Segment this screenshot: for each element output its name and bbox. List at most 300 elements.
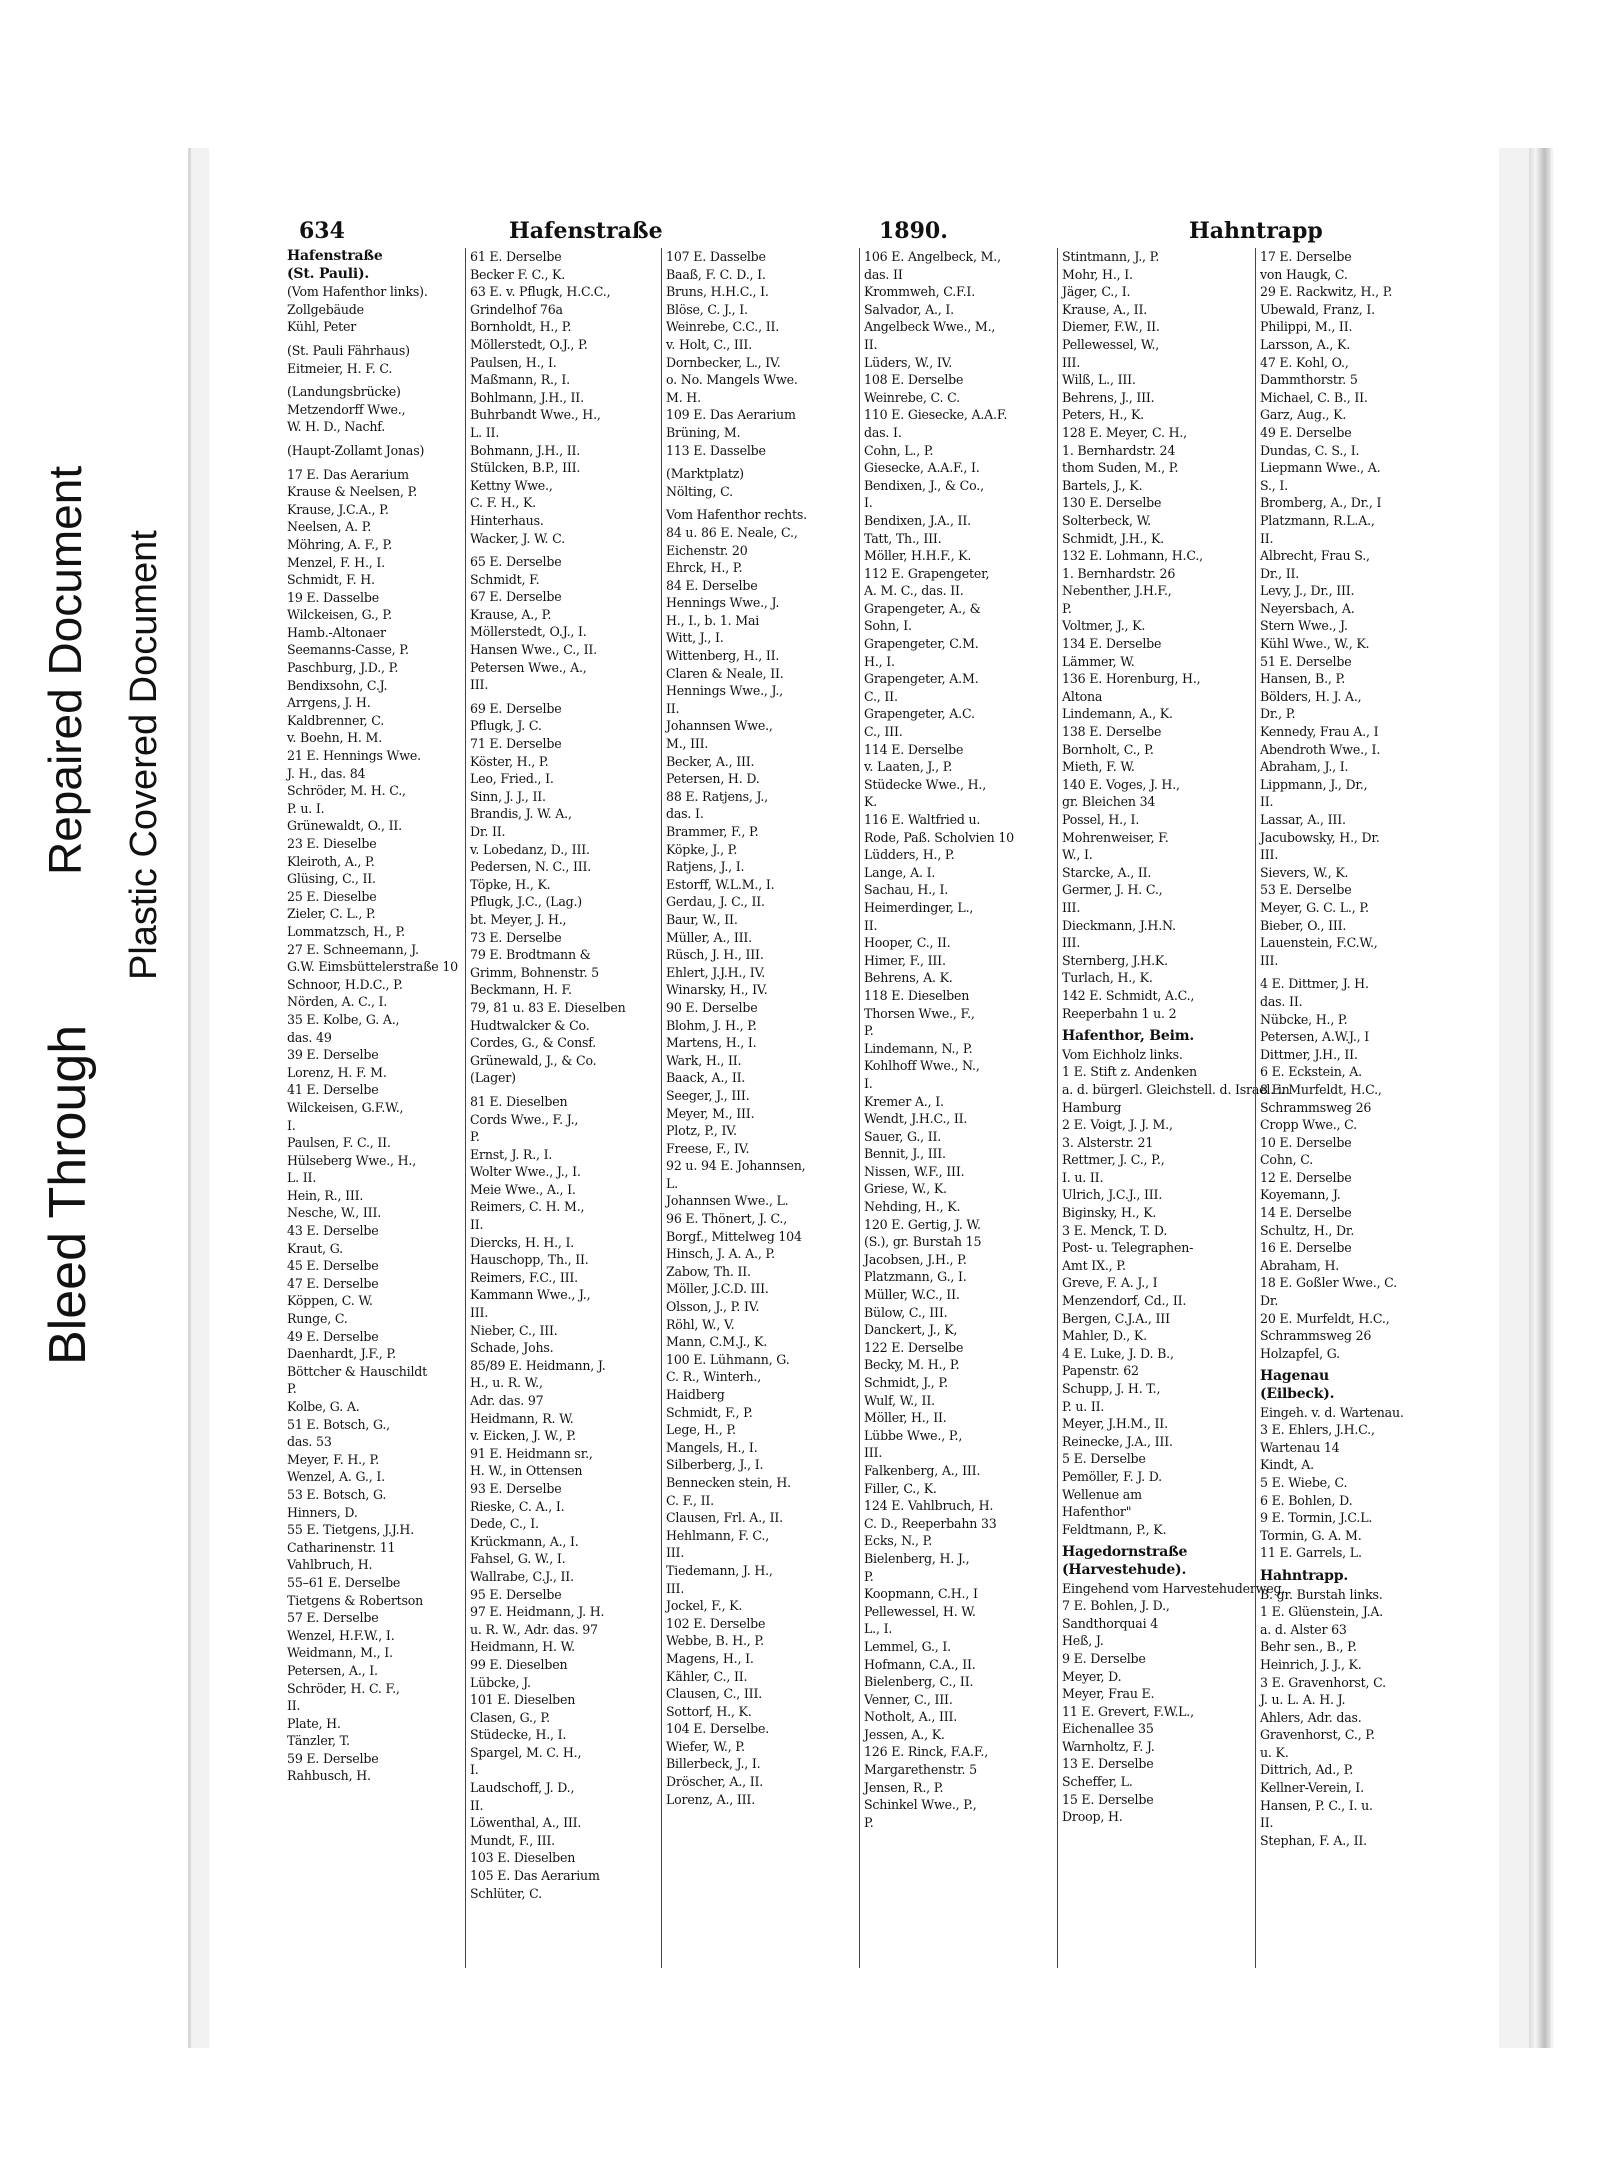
directory-entry-line: Hennings Wwe., J. — [666, 595, 780, 611]
directory-entry-line: 41 E. Derselbe — [287, 1082, 379, 1098]
directory-entry-line: Grapengeter, C.M. — [864, 636, 979, 652]
directory-entry-line: II. — [1260, 1815, 1274, 1831]
directory-entry-line: Altona — [1062, 688, 1103, 704]
directory-entry-line: Cropp Wwe., C. — [1260, 1117, 1357, 1133]
directory-entry-line: Menzendorf, Cd., II. — [1062, 1293, 1187, 1309]
directory-entry-line: M. H. — [666, 389, 701, 405]
directory-entry-line: u. K. — [1260, 1744, 1289, 1760]
directory-entry-line: Kohlhoff Wwe., N., — [864, 1058, 980, 1074]
directory-entry-line: Hansen, B., P. — [1260, 671, 1346, 687]
directory-entry-line: Webbe, B. H., P. — [666, 1633, 764, 1649]
directory-entry-line: 91 E. Heidmann sr., — [470, 1445, 593, 1461]
directory-entry-line: Platzmann, G., I. — [864, 1269, 967, 1285]
directory-entry-line: a. d. bürgerl. Gleichstell. d. Israel. in — [1062, 1081, 1290, 1097]
directory-entry-line: Glüsing, C., II. — [287, 871, 376, 887]
directory-entry-line: Michael, C. B., II. — [1260, 389, 1368, 405]
directory-entry-line: Lindemann, N., P. — [864, 1040, 973, 1056]
directory-entry-line: Hafenstraße — [287, 248, 383, 264]
directory-entry-line: 67 E. Derselbe — [470, 589, 562, 605]
directory-entry-line: Schmidt, F. H. — [287, 572, 375, 588]
directory-entry-line: Sinn, J. J., II. — [470, 788, 546, 804]
directory-entry-line: 93 E. Derselbe — [470, 1480, 562, 1496]
directory-entry-line: Mieth, F. W. — [1062, 759, 1135, 775]
directory-entry-line: Jockel, F., K. — [666, 1598, 743, 1614]
directory-entry-line: Jacubowsky, H., Dr. — [1260, 829, 1380, 845]
directory-entry-line: Lemmel, G., I. — [864, 1638, 951, 1654]
directory-entry-line: Ernst, J. R., I. — [470, 1146, 553, 1162]
directory-entry-line: Dornbecker, L., IV. — [666, 354, 781, 370]
directory-entry-line: Hinterhaus. — [470, 512, 544, 528]
directory-entry-line: Buhrbandt Wwe., H., — [470, 407, 601, 423]
directory-entry-line: Baack, A., II. — [666, 1070, 746, 1086]
directory-page — [209, 148, 1499, 2048]
directory-entry-line: Clausen, Frl. A., II. — [666, 1510, 783, 1526]
directory-entry-line: Hehlmann, F. C., — [666, 1527, 770, 1543]
directory-entry-line: Bülow, C., III. — [864, 1304, 948, 1320]
directory-entry-line: 1 E. Glüenstein, J.A. — [1260, 1604, 1384, 1620]
directory-entry-line: Nörden, A. C., I. — [287, 994, 388, 1010]
directory-entry-line: 71 E. Derselbe — [470, 736, 562, 752]
directory-entry-line: Möller, H., II. — [864, 1410, 947, 1426]
directory-entry-line: Garz, Aug., K. — [1260, 407, 1347, 423]
directory-column-4 — [859, 248, 1057, 1968]
directory-entry-line: Stern Wwe., J. — [1260, 618, 1348, 634]
directory-entry-line: 120 E. Gertig, J. W. — [864, 1216, 981, 1232]
directory-entry-line: Kaldbrenner, C. — [287, 712, 385, 728]
directory-entry-line: Mundt, F., III. — [470, 1832, 555, 1848]
directory-entry-line: 101 E. Dieselben — [470, 1692, 576, 1708]
directory-entry-line: C. F. H., K. — [470, 495, 536, 511]
directory-entry-line: Böttcher & Hauschildt — [287, 1363, 428, 1379]
directory-entry-line: 4 E. Dittmer, J. H. — [1260, 976, 1369, 992]
directory-entry-line: von Haugk, C. — [1260, 266, 1348, 282]
directory-entry-line: Venner, C., III. — [864, 1691, 953, 1707]
year: 1890. — [879, 218, 948, 244]
directory-entry-line: Grapengeter, A.C. — [864, 706, 975, 722]
directory-entry-line: Hamb.-Altonaer — [287, 624, 386, 640]
directory-entry-line: 100 E. Lühmann, G. — [666, 1351, 790, 1367]
directory-entry-line: L. — [666, 1175, 678, 1191]
directory-entry-line: 136 E. Horenburg, H., — [1062, 671, 1201, 687]
directory-entry-line: Sternberg, J.H.K. — [1062, 952, 1168, 968]
directory-entry-line: Töpke, H., K. — [470, 876, 551, 892]
directory-entry-line: Adr. das. 97 — [470, 1393, 544, 1408]
directory-entry-line: Möhring, A. F., P. — [287, 536, 393, 552]
directory-entry-line: L. II. — [287, 1170, 317, 1186]
directory-entry-line: J. u. L. A. H. J. — [1260, 1692, 1346, 1708]
directory-entry-line: Pellewessel, W., — [1062, 336, 1160, 352]
right-running-title: Hahntrapp — [1189, 218, 1323, 244]
directory-entry-line: 29 E. Rackwitz, H., P. — [1260, 284, 1393, 300]
directory-entry-line: Stüdecke Wwe., H., — [864, 776, 987, 792]
directory-entry-line: 59 E. Derselbe — [287, 1750, 379, 1766]
directory-entry-line: Cohn, C. — [1260, 1152, 1314, 1168]
directory-entry-line: Becker F. C., K. — [470, 266, 566, 282]
directory-entry-line: Ahlers, Adr. das. — [1260, 1709, 1362, 1725]
directory-entry-line: Olsson, J., P. IV. — [666, 1299, 760, 1315]
directory-entry-line: v. Lobedanz, D., III. — [470, 841, 590, 857]
directory-entry-line: P. — [1062, 600, 1072, 616]
directory-entry-line: 3. Alsterstr. 21 — [1062, 1134, 1154, 1150]
directory-entry-line: gr. Bleichen 34 — [1062, 794, 1156, 810]
directory-entry-line: Haidberg — [666, 1387, 725, 1402]
directory-entry-line: 10 E. Derselbe — [1260, 1134, 1352, 1150]
directory-entry-line: Stephan, F. A., II. — [1260, 1832, 1367, 1848]
directory-entry-line: 107 E. Dasselbe — [666, 249, 766, 264]
directory-entry-line: Brandis, J. W. A., — [470, 806, 572, 822]
directory-entry-line: Voltmer, J., K. — [1062, 618, 1146, 634]
directory-entry-line: Meyer, G. C. L., P. — [1260, 899, 1369, 915]
directory-entry-line: I. — [864, 1075, 873, 1091]
directory-entry-line: Philippi, M., II. — [1260, 319, 1353, 335]
directory-entry-line: 97 E. Heidmann, J. H. — [470, 1604, 605, 1620]
directory-entry-line: Wolter Wwe., J., I. — [470, 1164, 581, 1180]
directory-entry-line: 21 E. Hennings Wwe. — [287, 748, 421, 764]
directory-entry-line: Bornholt, C., P. — [1062, 741, 1154, 757]
directory-entry-line: Jacobsen, J.H., P. — [864, 1251, 967, 1267]
directory-entry-line: 57 E. Derselbe — [287, 1610, 379, 1626]
directory-entry-line: Larsson, A., K. — [1260, 336, 1351, 352]
directory-entry-line: Lindemann, A., K. — [1062, 706, 1173, 722]
directory-entry-line: Winarsky, H., IV. — [666, 982, 768, 998]
directory-entry-line: C., II. — [864, 688, 898, 704]
directory-entry-line: P. — [470, 1129, 480, 1145]
directory-entry-line: 3 E. Gravenhorst, C. — [1260, 1674, 1386, 1690]
directory-entry-line: Liepmann Wwe., A. — [1260, 460, 1381, 476]
directory-entry-line: Wallrabe, C.J., II. — [470, 1568, 574, 1584]
directory-entry-line: Schröder, H. C. F., — [287, 1680, 400, 1696]
directory-entry-line: M., III. — [666, 736, 709, 752]
directory-entry-line: II. — [1260, 794, 1274, 810]
directory-entry-line: 12 E. Derselbe — [1260, 1169, 1352, 1185]
directory-entry-line: v. Boehn, H. M. — [287, 730, 383, 746]
directory-entry-line: Salvador, A., I. — [864, 301, 954, 317]
directory-entry-line: Brüning, M. — [666, 424, 741, 440]
directory-entry-line: Köpke, J., P. — [666, 841, 738, 857]
directory-entry-line: 138 E. Derselbe — [1062, 724, 1162, 740]
directory-entry-line: Reeperbahn 1 u. 2 — [1062, 1005, 1177, 1021]
directory-entry-line: (St. Pauli Fährhaus) — [287, 342, 410, 358]
directory-entry-line: Hülseberg Wwe., H., — [287, 1152, 417, 1168]
directory-entry-line: Clasen, G., P. — [470, 1709, 550, 1725]
directory-entry-line: Diercks, H. H., I. — [470, 1234, 575, 1250]
directory-entry-line: P. — [864, 1814, 874, 1830]
directory-entry-line: Hansen, P. C., I. u. — [1260, 1797, 1373, 1813]
directory-entry-line: Freese, F., IV. — [666, 1140, 750, 1156]
directory-entry-line: Heß, J. — [1062, 1633, 1104, 1649]
directory-entry-line: Krause, A., P. — [470, 606, 552, 622]
directory-entry-line: Bielenberg, H. J., — [864, 1550, 970, 1566]
directory-entry-line: 49 E. Derselbe — [287, 1328, 379, 1344]
directory-entry-line: 3 E. Menck, T. D. — [1062, 1222, 1168, 1238]
directory-column-1 — [287, 248, 465, 1968]
directory-entry-line: Schrammsweg 26 — [1260, 1328, 1372, 1344]
directory-entry-line: 13 E. Derselbe — [1062, 1756, 1154, 1772]
directory-entry-line: 96 E. Thönert, J. C., — [666, 1211, 788, 1227]
directory-entry-line: 128 E. Meyer, C. H., — [1062, 424, 1187, 440]
directory-entry-line: das. II. — [1260, 993, 1303, 1009]
directory-entry-line: Wiefer, W., P. — [666, 1738, 745, 1754]
directory-entry-line: Möller, H.H.F., K. — [864, 548, 972, 564]
directory-entry-line: 122 E. Derselbe — [864, 1339, 964, 1355]
directory-entry-line: (Landungsbrücke) — [287, 384, 401, 400]
directory-entry-line: Grindelhof 76a — [470, 301, 563, 317]
directory-entry-line: Eingeh. v. d. Wartenau. — [1260, 1404, 1404, 1420]
directory-entry-line: Dr. — [1260, 1293, 1279, 1309]
directory-entry-line: Runge, C. — [287, 1311, 348, 1327]
directory-entry-line: Johannsen Wwe., — [666, 718, 773, 734]
directory-entry-line: das. I. — [864, 424, 902, 440]
directory-entry-line: Bruns, H.H.C., I. — [666, 284, 769, 300]
directory-entry-line: das. II — [864, 266, 903, 282]
directory-entry-line: Hofmann, C.A., II. — [864, 1656, 976, 1672]
directory-entry-line: Behrens, J., III. — [1062, 389, 1155, 405]
directory-entry-line: 110 E. Giesecke, A.A.F. — [864, 407, 1008, 423]
directory-entry-line: Kettny Wwe., — [470, 477, 553, 493]
directory-entry-line: Löwenthal, A., III. — [470, 1815, 582, 1831]
directory-entry-line: 84 u. 86 E. Neale, C., — [666, 524, 798, 540]
directory-entry-line: Schmidt, F. — [470, 571, 540, 587]
directory-entry-line: 23 E. Dieselbe — [287, 836, 377, 851]
directory-entry-line: I. — [864, 495, 873, 511]
directory-entry-line: L., I. — [864, 1621, 893, 1637]
directory-entry-line: Witt, J., I. — [666, 630, 724, 646]
directory-entry-line: 47 E. Derselbe — [287, 1275, 379, 1291]
directory-entry-line: G.W. Eimsbüttelerstraße 10 — [287, 959, 458, 975]
directory-entry-line: Lommatzsch, H., P. — [287, 923, 405, 939]
directory-entry-line: Hansen Wwe., C., II. — [470, 642, 597, 658]
directory-entry-line: Meyer, J.H.M., II. — [1062, 1416, 1168, 1432]
directory-entry-line: 20 E. Murfeldt, H.C., — [1260, 1310, 1390, 1326]
directory-entry-line: Wacker, J. W. C. — [470, 530, 565, 546]
directory-entry-line: (Vom Hafenthor links). — [287, 284, 428, 300]
directory-entry-line: Lassar, A., III. — [1260, 812, 1346, 827]
directory-entry-line: 102 E. Derselbe — [666, 1615, 766, 1631]
directory-entry-line: Heinrich, J. J., K. — [1260, 1656, 1362, 1672]
directory-entry-line: Turlach, H., K. — [1062, 970, 1153, 986]
directory-entry-line: (Harvestehude). — [1062, 1561, 1187, 1578]
directory-entry-line: Dröscher, A., II. — [666, 1774, 764, 1790]
directory-entry-line: Meyer, Frau E. — [1062, 1686, 1155, 1702]
directory-entry-line: Abendroth Wwe., I. — [1260, 741, 1381, 757]
directory-entry-line: Kindt, A. — [1260, 1457, 1314, 1473]
directory-entry-line: Kühl Wwe., W., K. — [1260, 636, 1370, 652]
directory-entry-line: Tiedemann, J. H., — [666, 1562, 773, 1578]
directory-entry-line: III. — [864, 1445, 883, 1461]
directory-entry-line: Ubewald, Franz, I. — [1260, 301, 1375, 317]
directory-entry-line: Vom Eichholz links. — [1062, 1046, 1183, 1062]
directory-entry-line: 132 E. Lohmann, H.C., — [1062, 548, 1203, 564]
directory-entry-line: Zieler, C. L., P. — [287, 906, 376, 922]
directory-entry-line: 130 E. Derselbe — [1062, 495, 1162, 511]
directory-entry-line: Kraut, G. — [287, 1240, 343, 1256]
directory-entry-line: Arrgens, J. H. — [287, 695, 371, 711]
directory-entry-line: Behrens, A. K. — [864, 970, 953, 986]
directory-entry-line: 1 E. Stift z. Andenken — [1062, 1064, 1197, 1080]
directory-entry-line: Kähler, C., II. — [666, 1668, 748, 1684]
directory-entry-line: 79 E. Brodtmann & — [470, 947, 591, 963]
directory-column-3 — [661, 248, 859, 1968]
directory-entry-line: Claren & Neale, II. — [666, 665, 784, 681]
directory-entry-line: Rieske, C. A., I. — [470, 1498, 565, 1514]
directory-entry-line: Krommweh, C.F.I. — [864, 284, 975, 300]
directory-entry-line: Abraham, H. — [1260, 1257, 1340, 1273]
directory-entry-line: Mahler, D., K. — [1062, 1328, 1147, 1344]
directory-entry-line: Bennit, J., III. — [864, 1146, 946, 1162]
directory-entry-line: P. — [864, 1568, 874, 1584]
directory-entry-line: das. 49 — [287, 1029, 332, 1045]
directory-entry-line: III. — [470, 677, 489, 693]
directory-entry-line: Reimers, C. H. M., — [470, 1199, 585, 1215]
directory-entry-line: Plate, H. — [287, 1715, 341, 1731]
directory-entry-line: III. — [1062, 899, 1081, 915]
directory-entry-line: Tatt, Th., III. — [864, 530, 942, 546]
directory-entry-line: Leo, Fried., I. — [470, 771, 554, 787]
directory-entry-line: 116 E. Waltfried u. — [864, 812, 981, 827]
directory-entry-line: Neyersbach, A. — [1260, 600, 1355, 616]
directory-entry-line: Feldtmann, P., K. — [1062, 1521, 1167, 1537]
directory-entry-line: Brammer, F., P. — [666, 824, 759, 839]
directory-entry-line: Dittrich, Ad., P. — [1260, 1762, 1354, 1778]
directory-entry-line: Paulsen, H., I. — [470, 354, 557, 370]
directory-entry-line: II. — [864, 336, 878, 352]
directory-entry-line: 108 E. Derselbe — [864, 372, 964, 388]
directory-entry-line: 106 E. Angelbeck, M., — [864, 249, 1001, 264]
directory-entry-line: Hafenthor" — [1062, 1504, 1132, 1520]
directory-entry-line: 51 E. Derselbe — [1260, 653, 1352, 669]
directory-entry-line: Bendixen, J.A., II. — [864, 512, 971, 528]
directory-entry-line: a. d. Alster 63 — [1260, 1621, 1347, 1637]
directory-entry-line: Clausen, C., III. — [666, 1686, 763, 1702]
directory-entry-line: Grapengeter, A., & — [864, 600, 981, 616]
directory-entry-line: 11 E. Garrels, L. — [1260, 1545, 1362, 1561]
directory-entry-line: 45 E. Derselbe — [287, 1258, 379, 1274]
directory-entry-line: Kammann Wwe., J., — [470, 1287, 591, 1303]
directory-entry-line: Schlüter, C. — [470, 1885, 542, 1901]
directory-entry-line: Bendixsohn, C.J. — [287, 677, 388, 693]
directory-entry-line: Zabow, Th. II. — [666, 1263, 751, 1279]
directory-entry-line: Neelsen, A. P. — [287, 519, 372, 535]
directory-entry-line: Kellner-Verein, I. — [1260, 1780, 1364, 1796]
directory-entry-line: Eichenstr. 20 — [666, 542, 748, 558]
directory-entry-line: W., I. — [1062, 847, 1093, 863]
scanned-page — [188, 148, 1553, 2048]
directory-entry-line: 69 E. Derselbe — [470, 700, 562, 716]
directory-entry-line: Bromberg, A., Dr., I — [1260, 495, 1382, 511]
directory-entry-line: Reimers, F.C., III. — [470, 1269, 578, 1285]
directory-entry-line: Thorsen Wwe., F., — [864, 1005, 975, 1021]
directory-entry-line: 113 E. Dasselbe — [666, 442, 766, 458]
directory-entry-line: Nölting, C. — [666, 483, 733, 499]
directory-entry-line: 88 E. Ratjens, J., — [666, 788, 768, 804]
directory-columns — [287, 248, 1477, 1968]
directory-entry-line: 11 E. Grevert, F.W.L., — [1062, 1703, 1194, 1719]
directory-entry-line: I. u. II. — [1062, 1169, 1104, 1185]
directory-entry-line: Koopmann, C.H., I — [864, 1586, 978, 1602]
directory-entry-line: 47 E. Kohl, O., — [1260, 354, 1349, 370]
directory-entry-line: Lüders, W., IV. — [864, 354, 953, 370]
directory-entry-line: 25 E. Dieselbe — [287, 888, 377, 904]
directory-entry-line: Bornholdt, H., P. — [470, 319, 572, 335]
directory-entry-line: 53 E. Botsch, G. — [287, 1486, 387, 1502]
side-label-plastic-covered: Plastic Covered Document — [123, 530, 165, 980]
directory-entry-line: 6 E. Bohlen, D. — [1260, 1492, 1353, 1508]
directory-entry-line: Stüdecke, H., I. — [470, 1727, 567, 1743]
directory-entry-line: 8 E. Murfeldt, H.C., — [1260, 1081, 1382, 1097]
directory-entry-line: Blohm, J. H., P. — [666, 1017, 757, 1033]
directory-entry-line: 95 E. Derselbe — [470, 1586, 562, 1602]
directory-entry-line: Sachau, H., I. — [864, 882, 949, 898]
directory-entry-line: Wilckeisen, G.F.W., — [287, 1099, 404, 1115]
directory-entry-line: 92 u. 94 E. Johannsen, — [666, 1158, 806, 1174]
directory-entry-line: 126 E. Rinck, F.A.F., — [864, 1744, 989, 1760]
directory-entry-line: Maßmann, R., I. — [470, 372, 570, 388]
directory-entry-line: Gerdau, J. C., II. — [666, 894, 765, 910]
directory-entry-line: 43 E. Derselbe — [287, 1223, 379, 1239]
directory-entry-line: II. — [864, 917, 878, 933]
directory-entry-line: Dittmer, J.H., II. — [1260, 1046, 1358, 1062]
directory-entry-line: Hennings Wwe., J., — [666, 683, 783, 699]
directory-entry-line: Petersen Wwe., A., — [470, 659, 587, 675]
directory-entry-line: Nebenther, J.H.F., — [1062, 583, 1172, 599]
directory-entry-line: 63 E. v. Pflugk, H.C.C., — [470, 284, 611, 300]
directory-entry-line: Falkenberg, A., III. — [864, 1462, 981, 1478]
directory-entry-line: Nehding, H., K. — [864, 1199, 961, 1215]
directory-entry-line: Magens, H., I. — [666, 1650, 754, 1666]
directory-entry-line: Beckmann, H. F. — [470, 982, 572, 998]
directory-entry-line: C. F., II. — [666, 1492, 714, 1508]
directory-entry-line: Menzel, F. H., I. — [287, 554, 385, 570]
directory-entry-line: Eitmeier, H. F. C. — [287, 360, 393, 376]
directory-entry-line: 1. Bernhardstr. 24 — [1062, 442, 1176, 458]
directory-entry-line: 109 E. Das Aerarium — [666, 407, 796, 423]
directory-entry-line: Starcke, A., II. — [1062, 864, 1152, 880]
directory-entry-line: Weidmann, M., I. — [287, 1645, 393, 1661]
directory-entry-line: Köppen, C. W. — [287, 1293, 373, 1309]
directory-entry-line: Greve, F. A. J., I — [1062, 1275, 1158, 1291]
directory-entry-line: Hahntrapp. — [1260, 1567, 1349, 1584]
directory-entry-line: v. Eicken, J. W., P. — [470, 1428, 576, 1444]
directory-entry-line: Blöse, C. J., I. — [666, 301, 748, 317]
directory-entry-line: Dundas, C. S., I. — [1260, 442, 1360, 458]
directory-entry-line: III. — [1062, 354, 1081, 370]
directory-entry-line: Post- u. Telegraphen- — [1062, 1240, 1194, 1256]
directory-entry-line: Sauer, G., II. — [864, 1128, 942, 1144]
directory-column-2 — [465, 248, 661, 1968]
directory-entry-line: Köster, H., P. — [470, 753, 549, 769]
directory-entry-line: Heimerdinger, L., — [864, 899, 974, 915]
directory-entry-line: 15 E. Derselbe — [1062, 1791, 1154, 1807]
directory-entry-line: Petersen, A.W.J., I — [1260, 1029, 1370, 1045]
directory-entry-line: Schupp, J. H. T., — [1062, 1381, 1161, 1396]
directory-entry-line: Schrammsweg 26 — [1260, 1099, 1372, 1115]
directory-entry-line: III. — [1260, 952, 1279, 968]
directory-entry-line: 142 E. Schmidt, A.C., — [1062, 987, 1195, 1003]
directory-entry-line: Ehrck, H., P. — [666, 560, 743, 576]
directory-entry-line: Grimm, Bohnenstr. 5 — [470, 964, 599, 980]
directory-entry-line: Margarethenstr. 5 — [864, 1762, 977, 1778]
directory-entry-line: Warnholtz, F. J. — [1062, 1738, 1155, 1754]
page-number: 634 — [299, 218, 345, 244]
directory-entry-line: Sievers, W., K. — [1260, 864, 1349, 880]
directory-entry-line: Scheffer, L. — [1062, 1774, 1133, 1790]
directory-entry-line: Wilckeisen, G., P. — [287, 607, 392, 623]
directory-entry-line: Gravenhorst, C., P. — [1260, 1727, 1375, 1743]
directory-entry-line: Johannsen Wwe., L. — [666, 1193, 789, 1209]
directory-entry-line: Lauenstein, F.C.W., — [1260, 935, 1378, 951]
directory-entry-line: III. — [666, 1545, 685, 1561]
directory-entry-line: Möller, J.C.D. III. — [666, 1281, 769, 1297]
